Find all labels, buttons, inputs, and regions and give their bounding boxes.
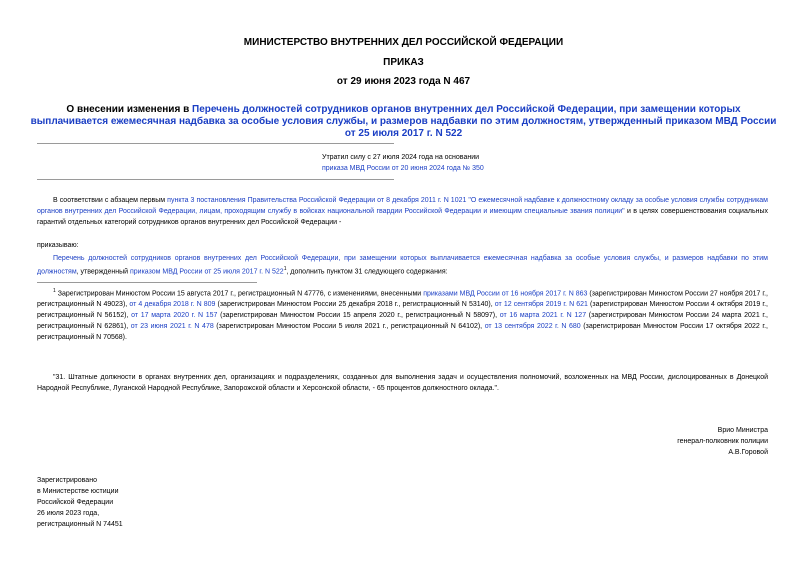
preamble-paragraph bbox=[37, 195, 768, 228]
footnote-paragraph bbox=[37, 286, 768, 343]
order-text-2: , дополнить пунктом 31 следующего содержания: bbox=[286, 268, 448, 276]
order-footnote-ref: 1 bbox=[283, 266, 287, 272]
footnote-text-8: (зарегистрирован Минюстом России 17 октября 2022 г., регистрационный N 70568). bbox=[37, 323, 768, 342]
status-bottom-rule bbox=[37, 179, 394, 180]
footnote-mark: 1 bbox=[53, 288, 56, 294]
footnote-text-7: (зарегистрирован Минюстом России 5 июля 2021 г., регистрационный N 64102), bbox=[213, 323, 485, 331]
status-line-1: Утратил силу с 27 июля 2024 года на основании bbox=[322, 154, 480, 161]
registration-line-3: Российской Федерации bbox=[37, 499, 114, 506]
footnote-text-6: (зарегистрирован Минюстом России 24 марта 2021 г., регистрационный N 62861), bbox=[37, 312, 768, 331]
footnote-text-3: (зарегистрирован Минюстом России 25 декабря 2018 г., регистрационный N 53140), bbox=[215, 301, 495, 309]
status-top-rule bbox=[37, 143, 394, 144]
footnote-link-4[interactable]: от 17 марта 2020 г. N 157 bbox=[131, 312, 218, 320]
point-31-paragraph: "31. Штатные должности в органах внутренних дел, организациях и подразделениях, созданных для выполнения задач и осуществления полномочий, возложенных на МВД России, дислоцированных в Донецкой Народной Республике, Луганской Народной Республике, Запорожской области и Херсонской области, - 65 процентов должностного оклада.". bbox=[37, 374, 768, 392]
footnote-text-5: (зарегистрирован Минюстом России 15 апреля 2020 г., регистрационный N 58097), bbox=[217, 312, 500, 320]
footnote-link-6[interactable]: от 23 июня 2021 г. N 478 bbox=[130, 323, 214, 331]
registration-line-2: в Министерстве юстиции bbox=[37, 488, 119, 495]
footnote-text-1: Зарегистрирован Минюстом России 15 августа 2017 г., регистрационный N 47776, с изменениями, внесенными bbox=[55, 290, 424, 298]
order-paragraph bbox=[37, 253, 768, 277]
title-prefix: О внесении изменения в bbox=[66, 104, 192, 115]
signature-name: А.В.Горовой bbox=[728, 449, 768, 456]
footnote-link-3[interactable]: от 12 сентября 2019 г. N 621 bbox=[494, 301, 588, 309]
footnote-link-1[interactable]: приказами МВД России от 16 ноября 2017 г. N 863 bbox=[423, 290, 588, 298]
prikazyvayu-text: приказываю: bbox=[37, 242, 79, 249]
document-title bbox=[30, 104, 777, 140]
doc-type-heading: ПРИКАЗ bbox=[383, 57, 424, 68]
order-text-1: , утвержденный bbox=[76, 268, 130, 276]
date-number-heading: от 29 июня 2023 года N 467 bbox=[336, 76, 471, 87]
title-link[interactable]: Перечень должностей сотрудников органов внутренних дел Российской Федерации, при замещении которых выплачивается ежемесячная надбавка за особые условия службы, и размеров надбавки по этим должностям, утвержденный приказом МВД России от 25 июля 2017 г. N 522 bbox=[30, 104, 777, 139]
status-link[interactable]: приказа МВД России от 20 июня 2024 года № 350 bbox=[322, 165, 484, 172]
preamble-text-2: и в целях совершенствования социальных гарантий отдельных категорий сотрудников органов внутренних дел Российской Федерации - bbox=[37, 208, 768, 226]
signature-title: Врио Министра bbox=[717, 427, 768, 434]
footnote-text-2: (зарегистрирован Минюстом России 27 ноября 2017 г., регистрационный N 49023), bbox=[37, 290, 768, 309]
order-list-link[interactable]: Перечень должностей сотрудников органов внутренних дел Российской Федерации, при замещении которых выплачивается ежемесячная надбавка за особые условия службы, и размеров надбавки по этим должностям bbox=[37, 255, 768, 276]
footnote-rule bbox=[37, 282, 257, 283]
order-prikaz-link[interactable]: приказом МВД России от 25 июля 2017 г. N 522 bbox=[129, 268, 284, 276]
signature-rank: генерал-полковник полиции bbox=[677, 438, 768, 445]
preamble-text-1: В соответствии с абзацем первым bbox=[53, 197, 168, 204]
footnote-link-7[interactable]: от 13 сентября 2022 г. N 680 bbox=[484, 323, 581, 331]
registration-line-4: 26 июля 2023 года, bbox=[37, 510, 100, 517]
footnote-link-2[interactable]: от 4 декабря 2018 г. N 809 bbox=[129, 301, 216, 309]
registration-line-1: Зарегистрировано bbox=[37, 477, 97, 484]
footnote-text-4: (зарегистрирован Минюстом России 4 октября 2019 г., регистрационный N 56152), bbox=[37, 301, 768, 320]
ministry-heading: МИНИСТЕРСТВО ВНУТРЕННИХ ДЕЛ РОССИЙСКОЙ ФЕДЕРАЦИИ bbox=[243, 37, 564, 48]
footnote-link-5[interactable]: от 16 марта 2021 г. N 127 bbox=[499, 312, 587, 320]
preamble-link[interactable]: пункта 3 постановления Правительства Российской Федерации от 8 декабря 2011 г. N 1021 "О ежемесячной надбавке к должностному окладу за особые условия службы сотрудникам органов внутренних дел Российской Федерации, лицам, проходящим службу в войсках национальной гвардии Российской Федерации и имеющим специальные звания полиции" bbox=[37, 197, 768, 215]
registration-line-5: регистрационный N 74451 bbox=[37, 521, 123, 528]
